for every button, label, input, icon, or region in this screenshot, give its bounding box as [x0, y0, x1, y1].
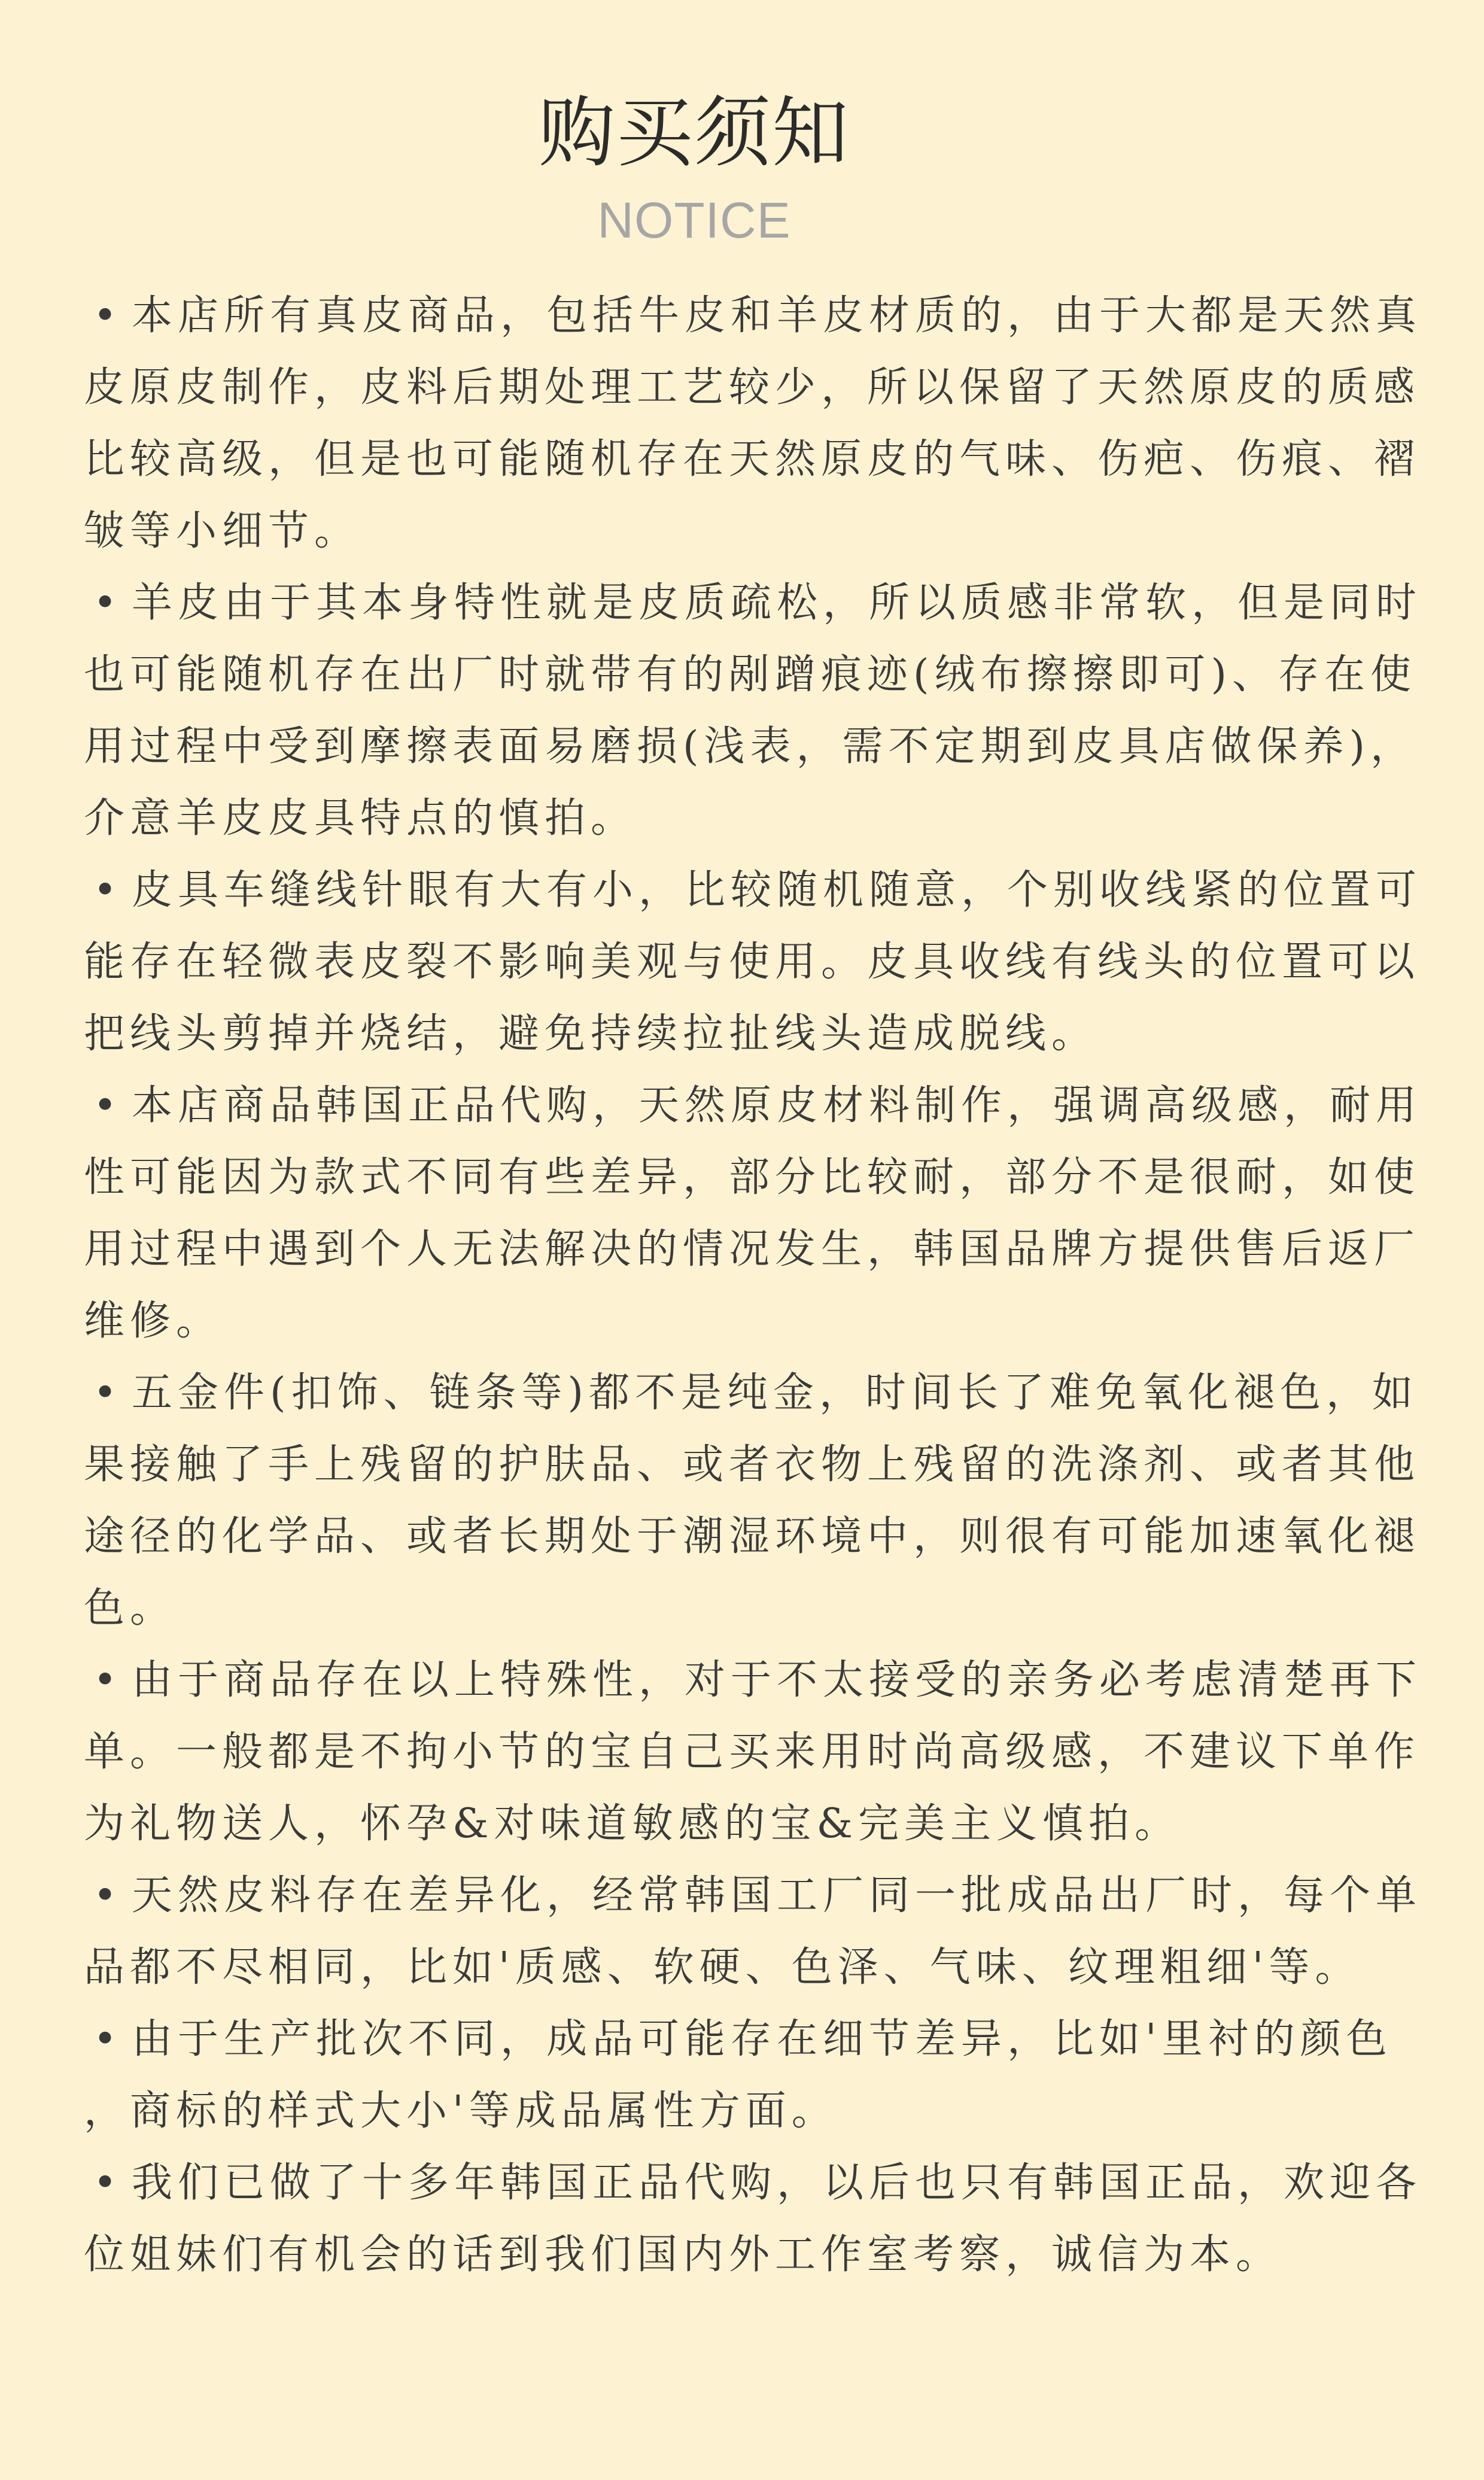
notice-item: [84, 2147, 1424, 2291]
bullet-icon: •: [93, 1657, 123, 1704]
bullet-icon: •: [93, 867, 123, 914]
notice-item: [84, 2004, 1424, 2147]
notice-item: [84, 1070, 1424, 1357]
notice-item: [84, 1357, 1424, 1645]
notice-item-text: 本店商品韩国正品代购，天然原皮材料制作，强调高级感，耐用性可能因为款式不同有些差异，部分比较耐，部分不是很耐，如使用过程中遇到个人无法解决的情况发生，韩国品牌方提供售后返厂维修。: [84, 1082, 1422, 1345]
notice-item: [84, 567, 1424, 855]
notice-item: [84, 1645, 1424, 1860]
bullet-icon: •: [93, 1872, 123, 1919]
notice-item-text: 由于商品存在以上特殊性，对于不太接受的亲务必考虑清楚再下单。一般都是不拘小节的宝自己买来用时尚高级感，不建议下单作为礼物送人，怀孕&对味道敏感的宝&完美主义慎拍。: [84, 1657, 1422, 1847]
bullet-icon: •: [93, 2016, 123, 2063]
notice-item-text: 由于生产批次不同，成品可能存在细节差异，比如'里衬的颜色，商标的样式大小'等成品属性方面。: [84, 2016, 1392, 2135]
page-title: 购买须知: [539, 89, 850, 178]
bullet-icon: •: [93, 292, 123, 339]
notice-item-text: 皮具车缝线针眼有大有小，比较随机随意，个别收线紧的位置可能存在轻微表皮裂不影响美观与使用。皮具收线有线头的位置可以把线头剪掉并烧结，避免持续拉扯线头造成脱线。: [84, 867, 1422, 1057]
notice-item-text: 我们已做了十多年韩国正品代购，以后也只有韩国正品，欢迎各位姐妹们有机会的话到我们国内外工作室考察，诚信为本。: [84, 2159, 1422, 2278]
notice-item: [84, 855, 1424, 1070]
notice-list: [84, 280, 1424, 2291]
bullet-icon: •: [93, 2159, 123, 2207]
notice-item-text: 羊皮由于其本身特性就是皮质疏松，所以质感非常软，但是同时也可能随机存在出厂时就带有的剐蹭痕迹(绒布擦擦即可)、存在使用过程中受到摩擦表面易磨损(浅表，需不定期到皮具店做保养)，介意羊皮皮具特点的慎拍。: [84, 579, 1422, 842]
notice-item: [84, 280, 1424, 567]
notice-item-text: 天然皮料存在差异化，经常韩国工厂同一批成品出厂时，每个单品都不尽相同，比如'质感、软硬、色泽、气味、纹理粗细'等。: [84, 1872, 1422, 1991]
bullet-icon: •: [93, 579, 123, 627]
notice-item-text: 五金件(扣饰、链条等)都不是纯金，时间长了难免氧化褪色，如果接触了手上残留的护肤品、或者衣物上残留的洗涤剂、或者其他途径的化学品、或者长期处于潮湿环境中，则很有可能加速氧化褪色。: [84, 1369, 1421, 1632]
bullet-icon: •: [93, 1369, 123, 1417]
notice-item: [84, 1860, 1424, 2004]
bullet-icon: •: [93, 1082, 123, 1129]
notice-item-text: 本店所有真皮商品，包括牛皮和羊皮材质的，由于大都是天然真皮原皮制作，皮料后期处理工艺较少，所以保留了天然原皮的质感比较高级，但是也可能随机存在天然原皮的气味、伤疤、伤痕、褶皱等小细节。: [84, 292, 1422, 555]
page-subtitle: NOTICE: [597, 192, 791, 248]
